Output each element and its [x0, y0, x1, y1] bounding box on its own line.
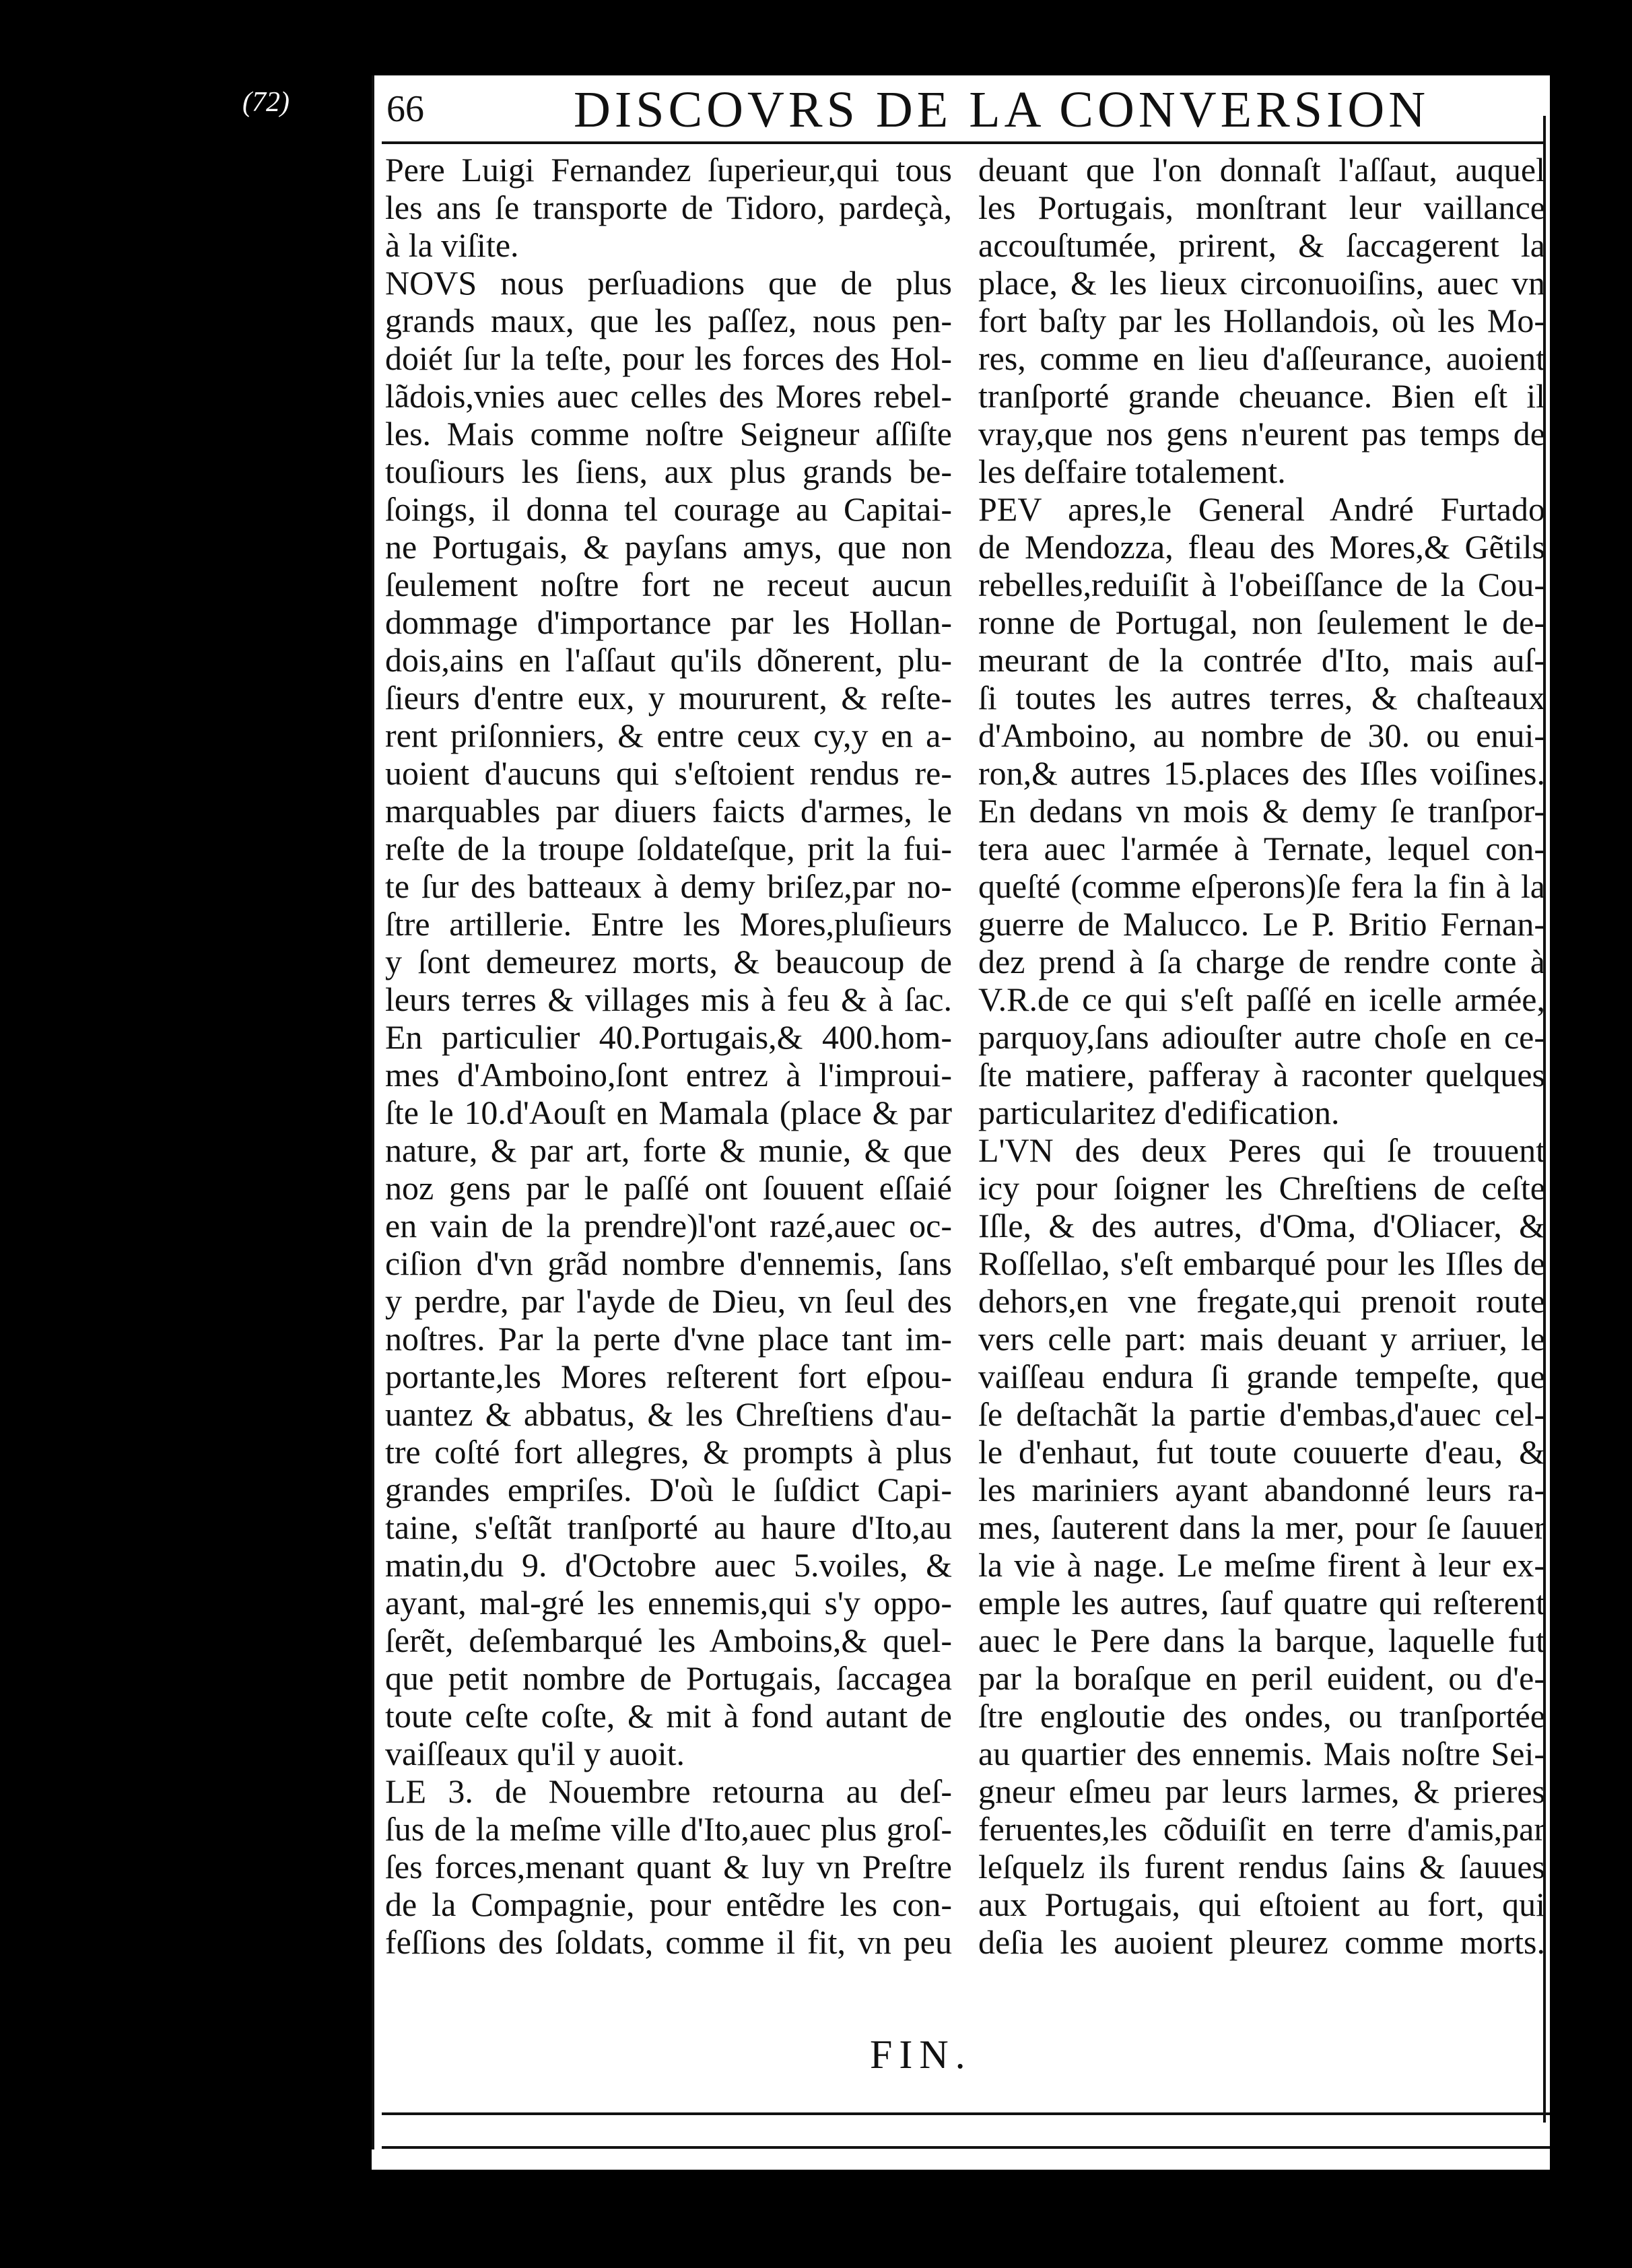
- text-line: ciſion d'vn grãd nombre d'ennemis, ſans: [385, 1244, 952, 1282]
- text-line: ſoings, il donna tel courage au Capitai-: [385, 490, 952, 528]
- text-line: ſerẽt, deſembarqué les Amboins,& quel-: [385, 1622, 952, 1659]
- text-line: ronne de Portugal, non ſeulement le de-: [978, 603, 1545, 641]
- text-line: de Mendozza, fleau des Mores,& Gẽtils: [978, 528, 1545, 566]
- text-line: uoient d'aucuns qui s'eſtoient rendus re-: [385, 754, 952, 792]
- text-column-right: [978, 151, 1545, 1961]
- text-line: ſieurs d'entre eux, y moururent, & reſte-: [385, 679, 952, 716]
- text-line: mes, ſauterent dans la mer, pour ſe ſauuer: [978, 1508, 1545, 1546]
- margin-annotation: (72): [242, 87, 290, 118]
- text-line: toute ceſte coſte, & mit à fond autant de: [385, 1697, 952, 1735]
- text-line: feruentes,les cõduiſit en terre d'amis,par: [978, 1810, 1545, 1848]
- text-line: vaiſſeau endura ſi grande tempeſte, que: [978, 1358, 1545, 1395]
- book-page: [372, 75, 1550, 2170]
- text-line: y perdre, par l'ayde de Dieu, vn ſeul des: [385, 1282, 952, 1320]
- text-line: ſte matiere, pafferay à raconter quelques: [978, 1056, 1545, 1094]
- text-line: deuant que l'on donnaſt l'aſſaut, auquel: [978, 151, 1545, 189]
- text-line: ron,& autres 15.places des Iſles voiſines.: [978, 754, 1545, 792]
- text-line: portante,les Mores reſterent fort eſpou-: [385, 1358, 952, 1395]
- text-line: LE 3. de Nouembre retourna au deſ-: [385, 1772, 952, 1810]
- text-line: ſi toutes les autres terres, & chaſteaux: [978, 679, 1545, 716]
- text-line: icy pour ſoigner les Chreſtiens de ceſte: [978, 1169, 1545, 1207]
- text-line: gneur eſmeu par leurs larmes, & prieres: [978, 1772, 1545, 1810]
- text-line: vaiſſeaux qu'il y auoit.: [385, 1735, 685, 1772]
- text-line: En dedans vn mois & demy ſe tranſpor-: [978, 792, 1545, 830]
- text-line: tre coſté fort allegres, & prompts à plus: [385, 1433, 952, 1471]
- text-line: grands maux, que les paſſez, nous pen-: [385, 302, 952, 339]
- text-line: Pere Luigi Fernandez ſuperieur,qui tous: [385, 151, 952, 189]
- text-line: V.R.de ce qui s'eſt paſſé en icelle armée,: [978, 980, 1545, 1018]
- text-line: ſe deſtachãt la partie d'embas,d'auec cel-: [978, 1395, 1545, 1433]
- text-line: accouſtumée, prirent, & ſaccagerent la: [978, 226, 1545, 264]
- text-line: fort baſty par les Hollandois, où les Mo-: [978, 302, 1545, 339]
- text-line: feſſions des ſoldats, comme il fit, vn peu: [385, 1923, 952, 1961]
- text-line: Roſſellao, s'eſt embarqué pour les Iſles de: [978, 1244, 1545, 1282]
- text-line: res, comme en lieu d'aſſeurance, auoient: [978, 339, 1545, 377]
- text-line: PEV apres,le General André Furtado: [978, 490, 1545, 528]
- text-line: NOVS nous perſuadions que de plus: [385, 264, 952, 302]
- text-line: uantez & abbatus, & les Chreſtiens d'au-: [385, 1395, 952, 1433]
- text-line: ſtre artillerie. Entre les Mores,pluſieurs: [385, 905, 952, 943]
- text-line: L'VN des deux Peres qui ſe trouuent: [978, 1131, 1545, 1169]
- text-line: tera auec l'armée à Ternate, lequel con-: [978, 830, 1545, 867]
- finis-mark: FIN.: [870, 2032, 972, 2077]
- page-number: 66: [386, 88, 424, 130]
- text-line: ſeulement noſtre fort ne receut aucun: [385, 566, 952, 603]
- text-line: taine, s'eſtãt tranſporté au haure d'Ito,au: [385, 1508, 952, 1546]
- text-line: en vain de la prendre)l'ont razé,auec oc-: [385, 1207, 952, 1244]
- text-line: tranſporté grande cheuance. Bien eſt il: [978, 377, 1545, 415]
- text-line: reſte de la troupe ſoldateſque, prit la fui-: [385, 830, 952, 867]
- text-line: la vie à nage. Le meſme firent à leur ex-: [978, 1546, 1545, 1584]
- text-line: dommage d'importance par les Hollan-: [385, 603, 952, 641]
- text-line: les ans ſe transporte de Tidoro, pardeçà,: [385, 189, 952, 226]
- text-line: vers celle part: mais deuant y arriuer, le: [978, 1320, 1545, 1358]
- text-line: au quartier des ennemis. Mais noſtre Sei-: [978, 1735, 1545, 1772]
- text-line: deſia les auoient pleurez comme morts.: [978, 1923, 1545, 1961]
- text-line: place, & les lieux circonuoiſins, auec vn: [978, 264, 1545, 302]
- text-line: doiét ſur la teſte, pour les forces des Hol-: [385, 339, 952, 377]
- text-line: d'Amboino, au nombre de 30. ou enui-: [978, 716, 1545, 754]
- header-rule: [382, 141, 1543, 144]
- text-line: les deſfaire totalement.: [978, 453, 1286, 490]
- text-line: les Portugais, monſtrant leur vaillance: [978, 189, 1545, 226]
- text-line: te ſur des batteaux à demy briſez,par no-: [385, 867, 952, 905]
- text-line: noſtres. Par la perte d'vne place tant im-: [385, 1320, 952, 1358]
- text-line: par la boraſque en peril euident, ou d'e-: [978, 1659, 1545, 1697]
- text-line: parquoy,ſans adiouſter autre choſe en ce-: [978, 1018, 1545, 1056]
- text-line: emple les autres, ſauf quatre qui reſterent: [978, 1584, 1545, 1622]
- text-line: noz gens par le paſſé ont ſouuent eſſaié: [385, 1169, 952, 1207]
- text-line: y ſont demeurez morts, & beaucoup de: [385, 943, 952, 980]
- text-line: le d'enhaut, fut toute couuerte d'eau, &: [978, 1433, 1545, 1471]
- text-line: dehors,en vne fregate,qui prenoit route: [978, 1282, 1545, 1320]
- text-line: vray,que nos gens n'eurent pas temps de: [978, 415, 1545, 453]
- text-line: lãdois,vnies auec celles des Mores rebel-: [385, 377, 952, 415]
- text-line: En particulier 40.Portugais,& 400.hom-: [385, 1018, 952, 1056]
- text-line: ſte le 10.d'Aouſt en Mamala (place & par: [385, 1094, 952, 1131]
- text-line: ne Portugais, & payſans amys, que non: [385, 528, 952, 566]
- text-line: ayant, mal-gré les ennemis,qui s'y oppo-: [385, 1584, 952, 1622]
- text-line: nature, & par art, forte & munie, & que: [385, 1131, 952, 1169]
- text-line: ſes forces,menant quant & luy vn Preſtre: [385, 1848, 952, 1886]
- text-line: les. Mais comme noſtre Seigneur aſſiſte: [385, 415, 952, 453]
- footer-rule-lower: [382, 2146, 1550, 2149]
- text-line: mes d'Amboino,ſont entrez à l'improui-: [385, 1056, 952, 1094]
- text-line: auec le Pere dans la barque, laquelle fut: [978, 1622, 1545, 1659]
- text-line: leurs terres & villages mis à feu & à ſac.: [385, 980, 952, 1018]
- text-line: grandes empriſes. D'où le ſuſdict Capi-: [385, 1471, 952, 1508]
- text-line: matin,du 9. d'Octobre auec 5.voiles, &: [385, 1546, 952, 1584]
- text-line: leſquelz ils furent rendus ſains & ſauues: [978, 1848, 1545, 1886]
- text-line: Iſle, & des autres, d'Oma, d'Oliacer, &: [978, 1207, 1545, 1244]
- text-line: meurant de la contrée d'Ito, mais auſ-: [978, 641, 1545, 679]
- text-line: dez prend à ſa charge de rendre conte à: [978, 943, 1545, 980]
- text-line: dois,ains en l'aſſaut qu'ils dõnerent, plu-: [385, 641, 952, 679]
- text-line: que petit nombre de Portugais, ſaccagea: [385, 1659, 952, 1697]
- text-line: ſtre engloutie des ondes, ou tranſportée: [978, 1697, 1545, 1735]
- text-line: rebelles,reduiſit à l'obeiſſance de la Cou-: [978, 566, 1545, 603]
- text-line: rent priſonniers, & entre ceux cy,y en a-: [385, 716, 952, 754]
- left-border-rule: [372, 75, 374, 2149]
- text-line: aux Portugais, qui eſtoient au fort, qui: [978, 1886, 1545, 1923]
- text-line: ſus de la meſme ville d'Ito,auec plus groſ-: [385, 1810, 952, 1848]
- text-line: les mariniers ayant abandonné leurs ra-: [978, 1471, 1545, 1508]
- footer-rule-upper: [382, 2112, 1550, 2115]
- text-column-left: [385, 151, 952, 1961]
- text-line: particularitez d'edification.: [978, 1094, 1340, 1131]
- text-line: touſiours les ſiens, aux plus grands be-: [385, 453, 952, 490]
- text-line: à la viſite.: [385, 226, 519, 264]
- running-head: DISCOVRS DE LA CONVERSION: [574, 81, 1430, 138]
- text-line: queſté (comme eſperons)ſe fera la fin à la: [978, 867, 1545, 905]
- text-line: guerre de Malucco. Le P. Britio Fernan-: [978, 905, 1545, 943]
- text-line: de la Compagnie, pour entẽdre les con-: [385, 1886, 952, 1923]
- text-line: marquables par diuers faicts d'armes, le: [385, 792, 952, 830]
